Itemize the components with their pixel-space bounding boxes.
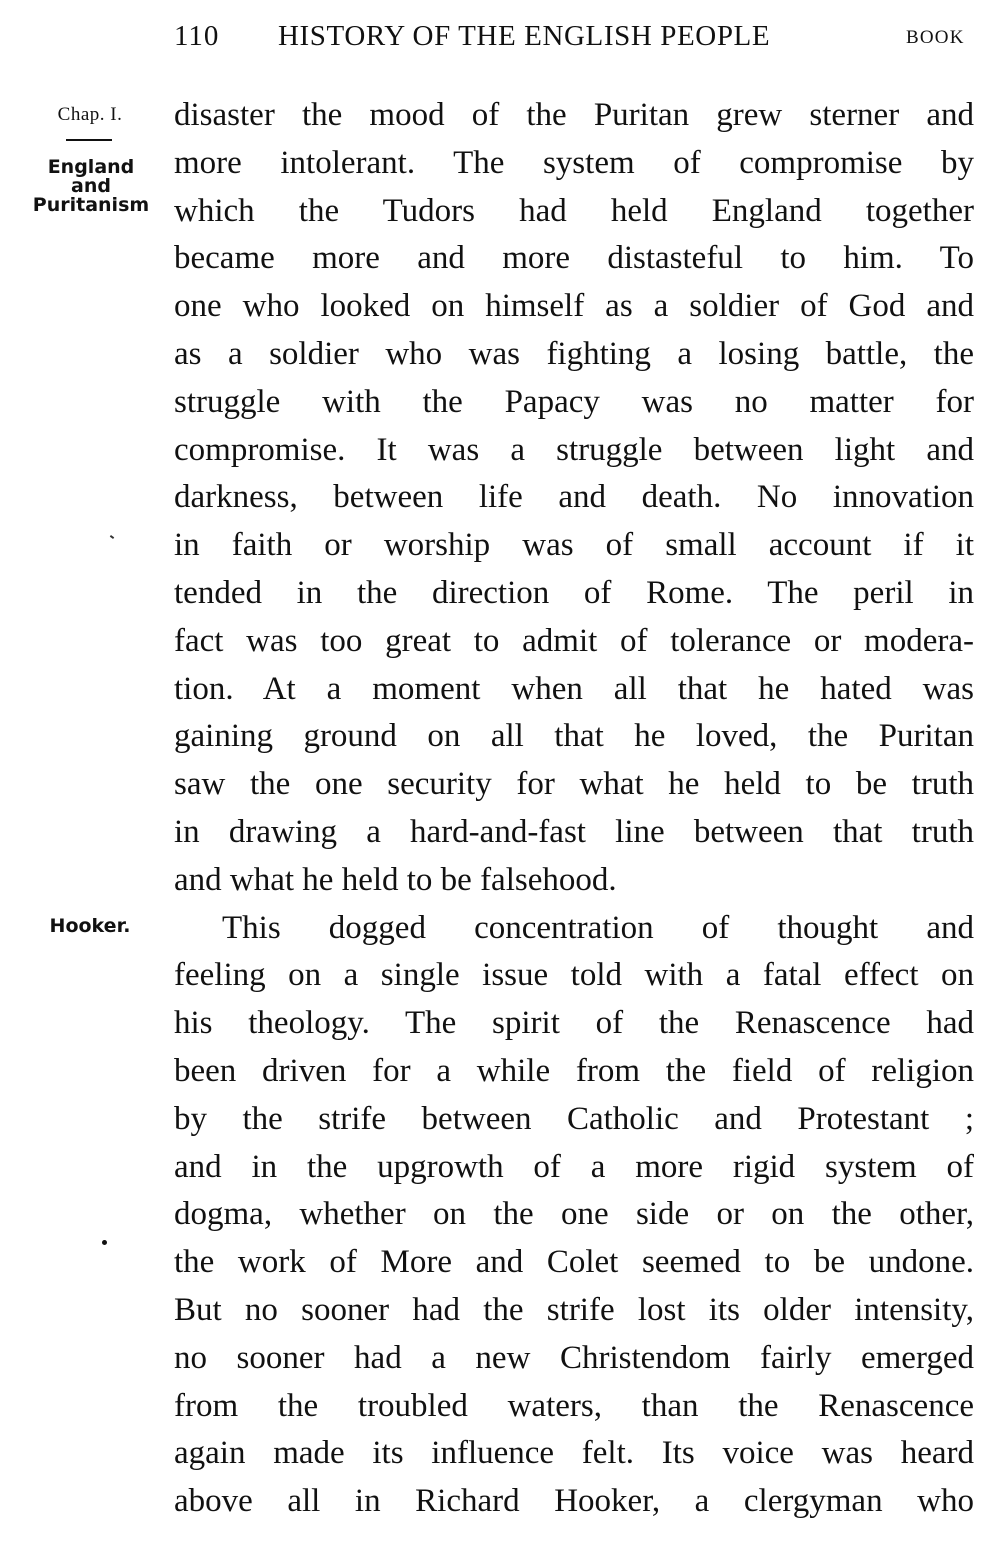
text-line: from the troubled waters, than the Renascence: [174, 1387, 974, 1424]
text-line: his theology. The spirit of the Renascence had: [174, 1005, 974, 1042]
paragraph: [174, 905, 974, 1526]
text-line: and in the upgrowth of a more rigid system of: [174, 1148, 974, 1185]
text-line: as a soldier who was fighting a losing battle, the: [174, 335, 974, 372]
topic-line: Puritanism: [32, 194, 150, 216]
text-line: in faith or worship was of small account if it: [174, 527, 974, 564]
text-line: saw the one security for what he held to be truth: [174, 766, 974, 803]
book-label: BOOK: [906, 27, 965, 48]
hooker-sidenote: Hooker.: [49, 915, 131, 937]
topic-line: and: [71, 175, 111, 197]
topic-sidenote: [14, 156, 168, 216]
text-line: compromise. It was a struggle between light and: [174, 431, 974, 468]
text-line: gaining ground on all that he loved, the Puritan: [174, 718, 974, 755]
text-line: no sooner had a new Christendom fairly emerged: [174, 1339, 974, 1376]
paragraph: [174, 92, 974, 905]
running-title: HISTORY OF THE ENGLISH PEOPLE: [278, 20, 771, 52]
text-line: fact was too great to admit of tolerance or modera-: [174, 622, 974, 659]
text-line: feeling on a single issue told with a fatal effect on: [174, 957, 974, 994]
text-line: disaster the mood of the Puritan grew sterner and: [174, 97, 974, 133]
text-line: This dogged concentration of thought and: [222, 909, 974, 946]
text-line: the work of More and Colet seemed to be undone.: [174, 1244, 974, 1281]
body-text: [174, 92, 974, 1532]
text-line: in drawing a hard-and-fast line between that truth: [174, 813, 974, 850]
chapter-sidenote: Chap. I.: [57, 104, 123, 125]
text-line: again made its influence felt. Its voice was heard: [174, 1435, 974, 1472]
text-line: by the strife between Catholic and Protestant ;: [174, 1100, 974, 1137]
text-line: tended in the direction of Rome. The peril in: [174, 574, 974, 611]
text-line: above all in Richard Hooker, a clergyman who: [174, 1483, 974, 1520]
text-line: which the Tudors had held England together: [174, 192, 974, 229]
page-number: 110: [174, 20, 220, 52]
ink-dot: [102, 1240, 107, 1245]
text-line: more intolerant. The system of compromise by: [174, 144, 974, 181]
text-line: became more and more distasteful to him. To: [174, 240, 974, 277]
text-line: struggle with the Papacy was no matter for: [174, 383, 974, 420]
ink-speck: [110, 535, 114, 539]
text-line: been driven for a while from the field of religion: [174, 1052, 974, 1089]
running-header: [0, 18, 1000, 58]
text-line: But no sooner had the strife lost its older intensity,: [174, 1291, 974, 1328]
text-line: dogma, whether on the one side or on the other,: [174, 1196, 974, 1233]
text-line: one who looked on himself as a soldier of God and: [174, 288, 974, 325]
topic-line: England: [47, 156, 135, 178]
chapter-rule: [66, 139, 112, 141]
text-line: tion. At a moment when all that he hated was: [174, 670, 974, 707]
text-line: and what he held to be falsehood.: [174, 861, 617, 898]
text-line: darkness, between life and death. No innovation: [174, 479, 974, 516]
